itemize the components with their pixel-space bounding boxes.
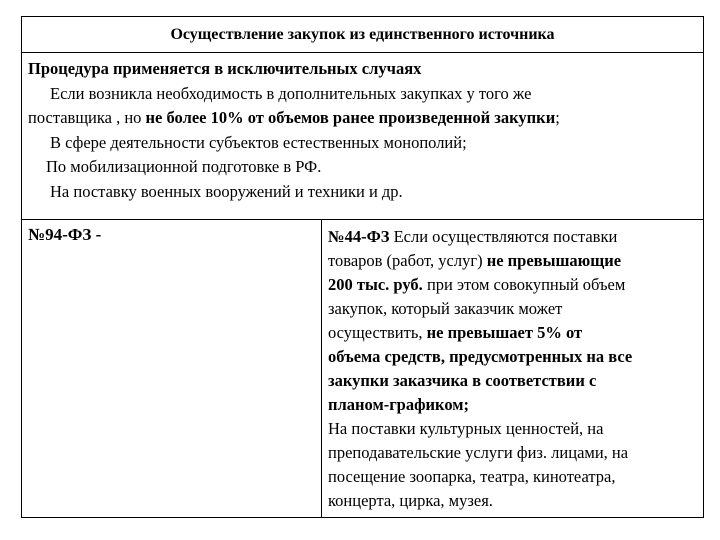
law-44-line-12: концерта, цирка, музея. <box>328 491 493 510</box>
law-44-line-1 <box>328 225 695 249</box>
law-44-line-7 <box>328 369 695 393</box>
law-94-label: №94-ФЗ - <box>28 225 102 244</box>
law-44-line-3 <box>328 273 695 297</box>
law-44-line-10: преподавательские услуги физ. лицами, на <box>328 443 629 462</box>
law-44-line-11: посещение зоопарка, театра, кинотеатра, <box>328 467 616 486</box>
main-paragraph-2: В сфере деятельности субъектов естественных монополий; <box>50 132 467 152</box>
law-44-line-7-bold: закупки заказчика в соответствии с <box>328 371 597 390</box>
p1b-text: поставщика , но <box>28 108 146 127</box>
law-44-line-3-text: при этом совокупный объем <box>422 275 626 294</box>
law-44-line-2 <box>328 249 695 273</box>
law-44-line-8-bold: планом-графиком; <box>328 395 469 414</box>
law-44-cell <box>322 220 703 517</box>
p1b-end: ; <box>555 108 560 127</box>
law-44-line-4: закупок, который заказчик может <box>328 299 563 318</box>
main-paragraph-3: По мобилизационной подготовке в РФ. <box>46 157 322 176</box>
law-44-line-5-bold: не превышает 5% от <box>426 323 583 342</box>
law-44-line-9: На поставки культурных ценностей, на <box>328 419 604 438</box>
main-heading: Процедура применяется в исключительных случаях <box>28 59 422 78</box>
p1b-bold: не более 10% от объемов ранее произведенной закупки <box>145 108 556 127</box>
law-44-line-5-text: осуществить, <box>328 323 427 342</box>
law-44-line-6 <box>328 345 695 369</box>
law-44-line-6-bold: объема средств, предусмотренных на все <box>328 347 633 366</box>
main-cell <box>22 53 703 220</box>
law-44-line-2-text: товаров (работ, услуг) <box>328 251 487 270</box>
main-paragraph-1b <box>28 106 697 131</box>
law-44-label: №44-ФЗ <box>328 227 390 246</box>
law-44-line-1-text: Если осуществляются поставки <box>389 227 618 246</box>
law-44-line-8 <box>328 393 695 417</box>
procurement-table <box>21 16 704 518</box>
law-94-cell <box>22 220 322 517</box>
main-paragraph-1a: Если возникла необходимость в дополнительных закупках у того же <box>50 83 532 103</box>
law-44-line-2-bold: не превышающие <box>486 251 622 270</box>
table-title: Осуществление закупок из единственного источника <box>22 17 703 53</box>
main-paragraph-4: На поставку военных вооружений и техники и др. <box>50 181 403 201</box>
law-44-line-3-bold: 200 тыс. руб. <box>328 275 423 294</box>
law-44-line-5 <box>328 321 695 345</box>
